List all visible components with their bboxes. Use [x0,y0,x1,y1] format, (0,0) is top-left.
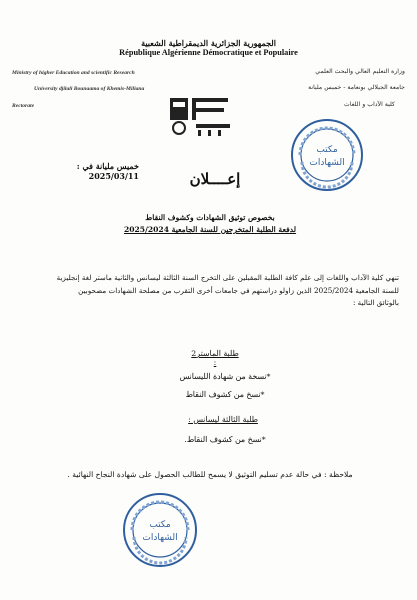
university-logo [168,92,232,138]
date-line [29,161,139,181]
licence-item-1: *نسخ من كشوف النقاط. [184,435,266,444]
office-stamp-bottom [122,492,198,568]
date-value: 2025/03/11 [88,171,139,181]
ministry-arabic: وزارة التعليم العالي والبحث العلمي [315,68,405,75]
university-arabic: جامعة الجيلالي بونعامة - خميس مليانة [308,84,405,91]
rectorate-english: Rectorate [12,103,35,109]
masters-item-1: *نسخة من شهادة الليسانس [179,372,271,381]
body-line-1: تنهي كلية الآداب واللغات إلى علم كافة الطلبة المقبلين على التخرج السنة الثالثة ليسانس والثانية ماستر لغة إنجليزية [56,273,399,282]
republic-arabic: الجمهورية الجزائرية الديمقراطية الشعبية [141,38,276,48]
body-line-2: للسنة الجامعية 2025/2024 الذين زاولو دراستهم في جامعات أخرى التقرب من مصلحة الشهادات مصحوبين [78,285,399,295]
faculty-arabic: كلية الآداب و اللغات [344,101,395,108]
note: ملاحظة : في حالة عدم تسليم التوثيق لا يسمح للطالب الحصول على شهادة النجاح النهائية . [67,470,353,479]
masters-heading: طلبة الماستر2 : [191,349,239,367]
stamp-line2: الشهادات [309,158,345,168]
announcement-title: إعــــلان [189,170,241,188]
stamp-bottom-line2: الشهادات [142,533,178,543]
university-english: University djilali Bounaama of Khemis-Miliana [34,86,145,92]
ministry-english: Ministry of higher Education and scientific Research [12,70,135,76]
place-label: خميس مليانة في : [76,161,139,171]
body-line-3: بالوثائق التالية : [352,298,399,307]
licence-heading: طلبة الثالثة ليسانس : [188,415,258,424]
stamp-bottom-line1: مكتب [149,520,171,530]
body-paragraph [26,272,399,310]
subject-line-1: بخصوص توثيق الشهادات وكشوف النقاط [145,213,275,222]
subject-line-2: لدفعة الطلبة المتخرجين للسنة الجامعية 2025/2024 [123,225,297,234]
republic-french: République Algérienne Démocratique et Populaire [119,48,298,57]
office-stamp [290,118,364,192]
masters-item-2: *نسخ من كشوف النقاط [185,390,265,399]
stamp-line1: مكتب [316,145,338,155]
